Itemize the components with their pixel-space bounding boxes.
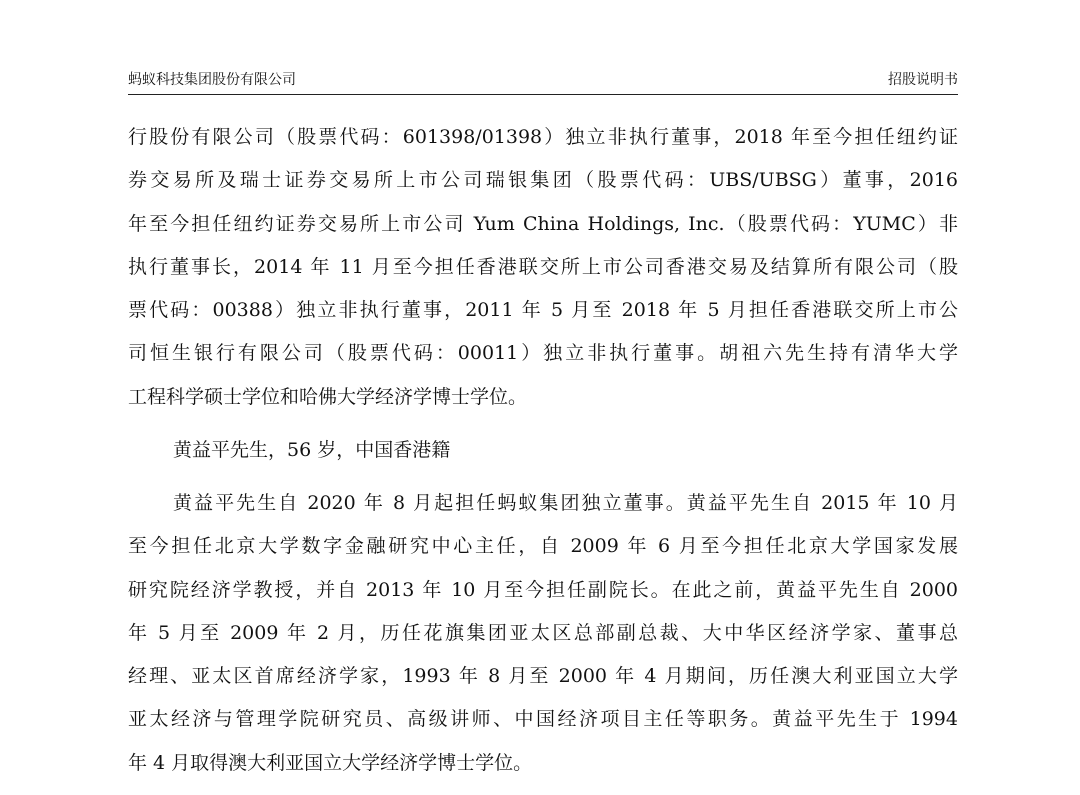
text-line: 研究院经济学教授，并自 2013 年 10 月至今担任副院长。在此之前，黄益平先生自 2000 [128,578,958,601]
header-company-name: 蚂蚁科技集团股份有限公司 [128,72,296,88]
text-line: 至今担任北京大学数字金融研究中心主任，自 2009 年 6 月至今担任北京大学国家发展 [128,535,958,558]
text-line: 司恒生银行有限公司（股票代码：00011）独立非执行董事。胡祖六先生持有清华大学 [128,342,958,365]
director-heading-huang-yiping [128,429,958,472]
text-line: 票代码：00388）独立非执行董事，2011 年 5 月至 2018 年 5 月担任香港联交所上市公 [128,299,958,322]
text-line: 黄益平先生，56 岁，中国香港籍 [173,439,451,461]
text-line: 年 4 月取得澳大利亚国立大学经济学博士学位。 [128,751,533,774]
header-document-type: 招股说明书 [888,72,958,88]
text-line: 工程科学硕士学位和哈佛大学经济学博士学位。 [128,385,528,408]
text-line: 券交易所及瑞士证券交易所上市公司瑞银集团（股票代码：UBS/UBSG）董事，2016 [128,169,958,192]
text-line: 执行董事长，2014 年 11 月至今担任香港联交所上市公司香港交易及结算所有限公司（股 [128,255,958,278]
text-line: 年 5 月至 2009 年 2 月，历任花旗集团亚太区总部副总裁、大中华区经济学家、董事总 [128,621,958,644]
text-line: 亚太经济与管理学院研究员、高级讲师、中国经济项目主任等职务。黄益平先生于 1994 [128,708,958,731]
page-header [128,70,958,95]
text-line: 黄益平先生自 2020 年 8 月起担任蚂蚁集团独立董事。黄益平先生自 2015 年 10 月 [173,492,958,514]
paragraph-hu-zuliu-continued [128,116,958,419]
text-line: 行股份有限公司（股票代码：601398/01398）独立非执行董事，2018 年至今担任纽约证 [128,126,958,148]
text-line: 年至今担任纽约证券交易所上市公司 Yum China Holdings, Inc.（股票代码：YUMC）非 [128,212,958,235]
paragraph-huang-yiping-bio [128,482,958,785]
text-line: 经理、亚太区首席经济学家，1993 年 8 月至 2000 年 4 月期间，历任澳大利亚国立大学 [128,665,958,688]
